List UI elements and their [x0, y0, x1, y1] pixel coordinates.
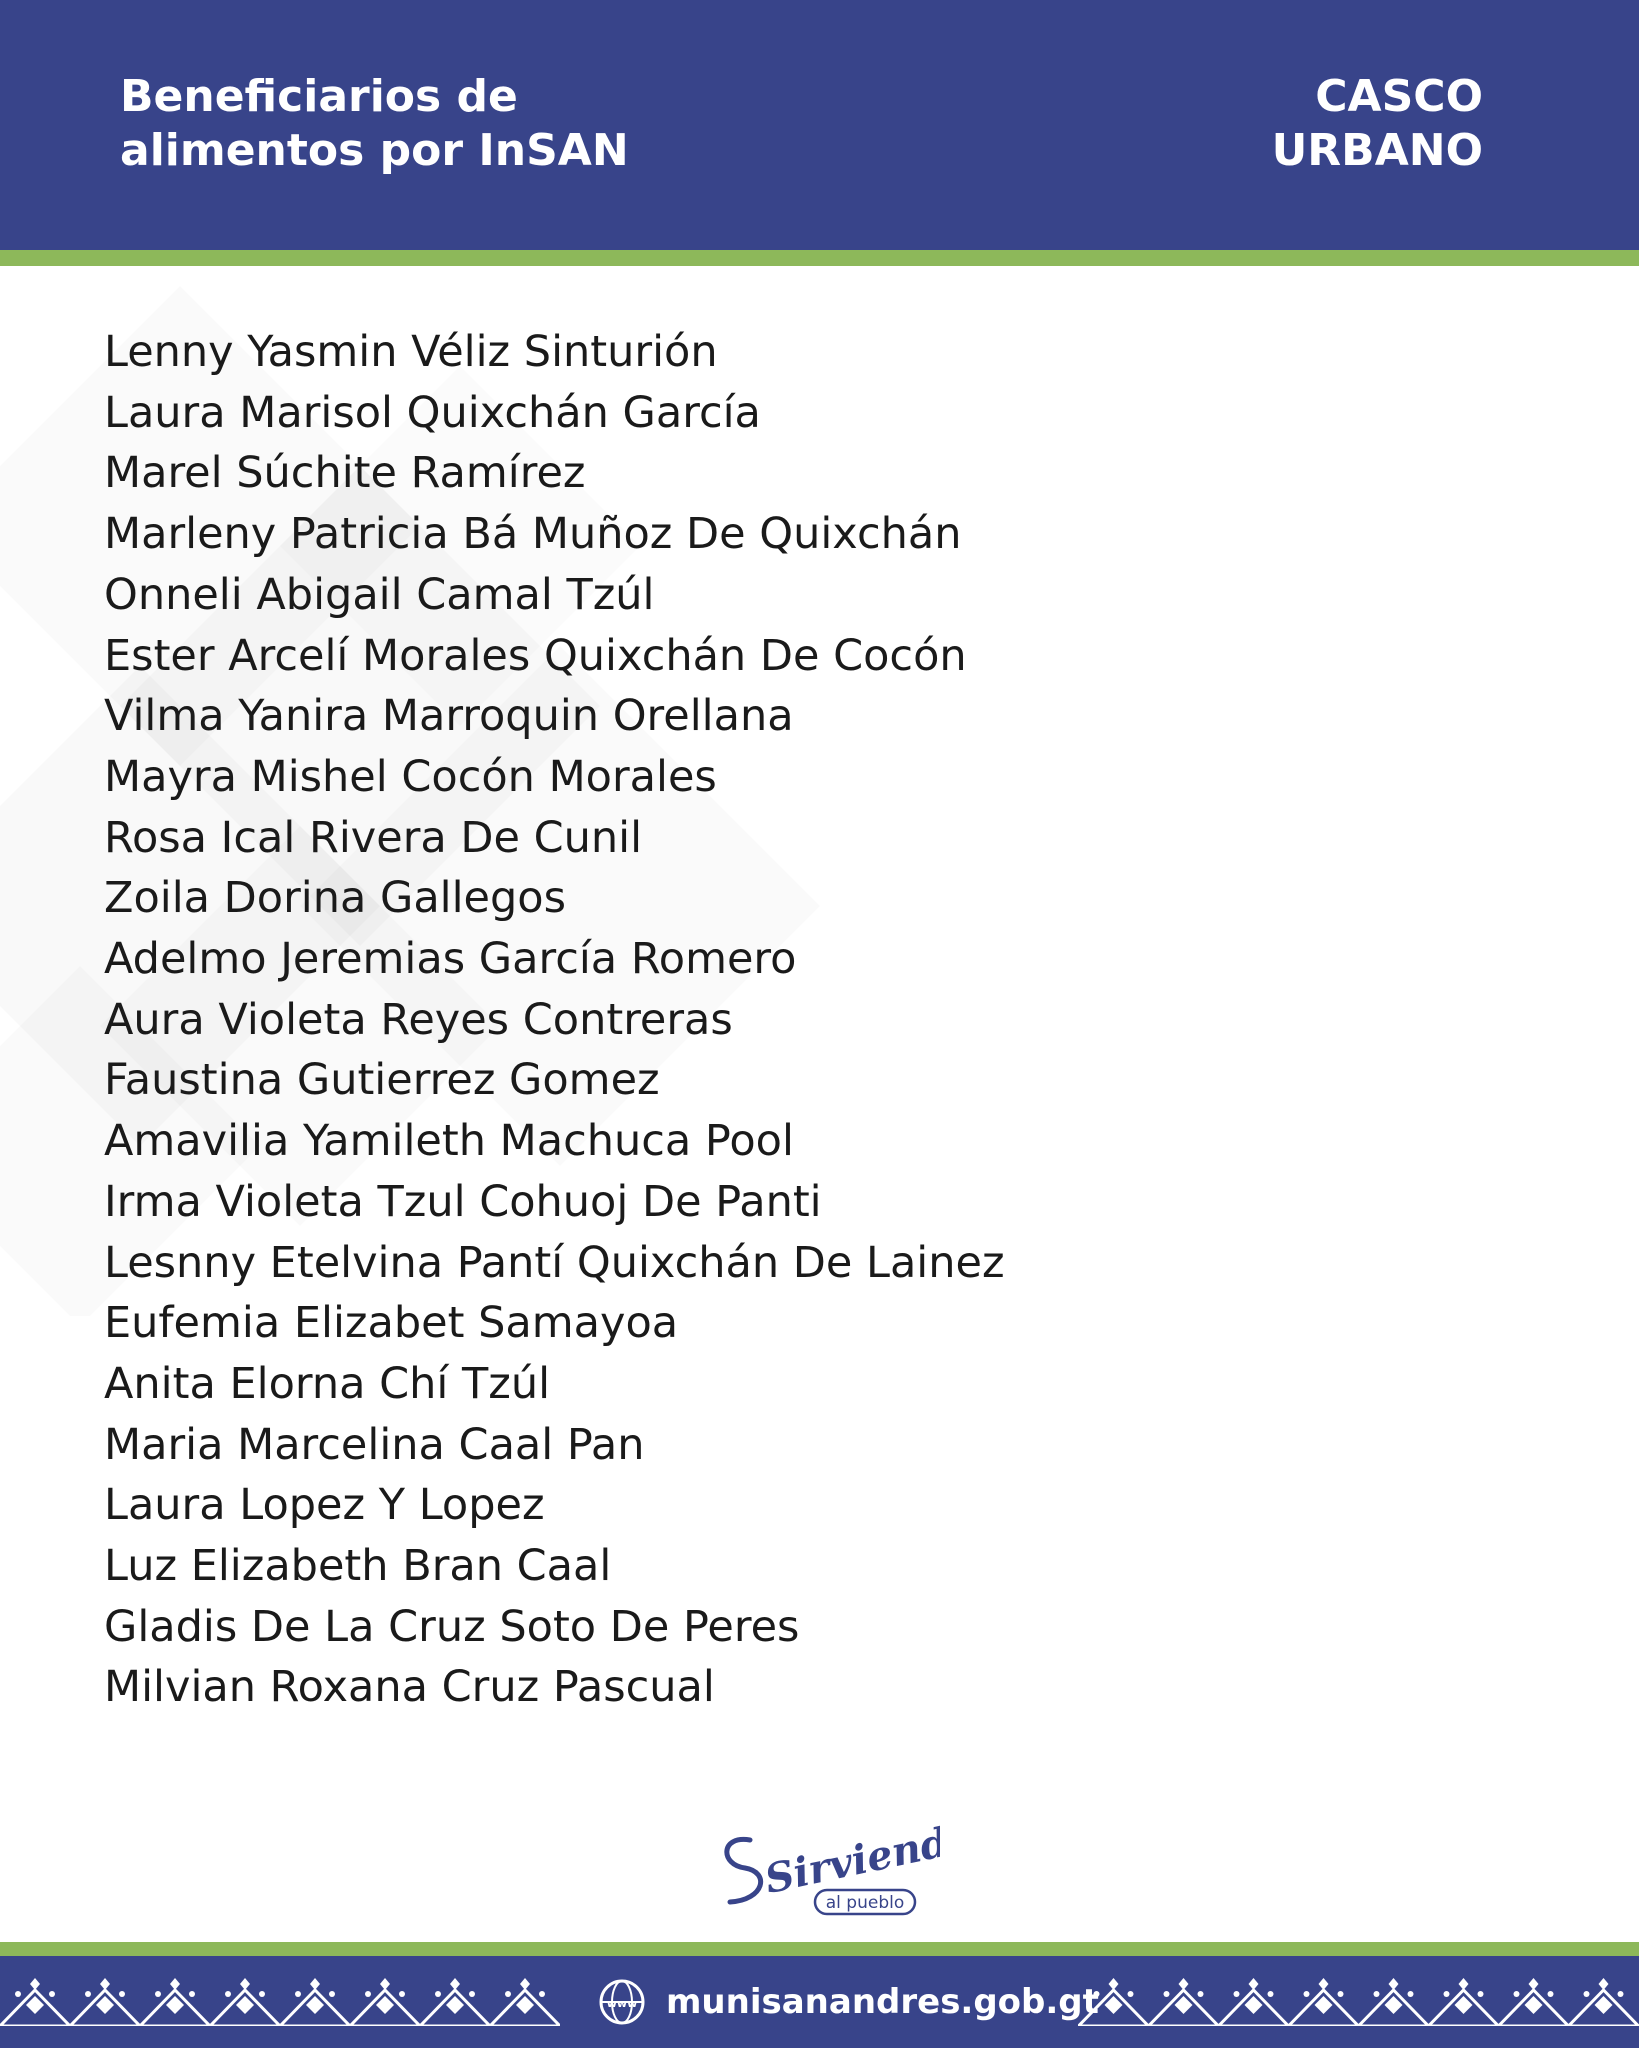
slogan-logo	[710, 1810, 940, 1920]
footer-pattern-left	[0, 1978, 560, 2026]
beneficiary-name: Laura Marisol Quixchán García	[104, 387, 761, 438]
website-url[interactable]: munisanandres.gob.gt	[666, 1982, 1099, 2022]
website-link[interactable]	[598, 1978, 1099, 2026]
beneficiary-name: Marel Súchite Ramírez	[104, 448, 586, 499]
beneficiary-name: Maria Marcelina Caal Pan	[104, 1419, 645, 1470]
beneficiary-name: Laura Lopez Y Lopez	[104, 1480, 545, 1531]
beneficiary-name: Lenny Yasmin Véliz Sinturión	[104, 327, 718, 377]
beneficiary-name: Eufemia Elizabet Samayoa	[104, 1298, 679, 1349]
beneficiary-name: Marleny Patricia Bá Muñoz De Quixchán	[104, 509, 962, 560]
beneficiary-name: Ester Arcelí Morales Quixchán De Cocón	[104, 630, 967, 681]
globe-www-label: www	[606, 1997, 638, 2010]
beneficiary-name: Gladis De La Cruz Soto De Peres	[104, 1601, 800, 1652]
beneficiary-name: Rosa Ical Rivera De Cunil	[104, 812, 643, 863]
beneficiary-name: Zoila Dorina Gallegos	[104, 873, 567, 924]
footer-accent-bar	[0, 1942, 1639, 1956]
page-title	[120, 70, 840, 178]
header-accent-bar	[0, 250, 1639, 266]
beneficiary-name: Mayra Mishel Cocón Morales	[104, 751, 717, 802]
beneficiary-name: Onneli Abigail Camal Tzúl	[104, 569, 655, 620]
beneficiary-name: Aura Violeta Reyes Contreras	[104, 994, 733, 1045]
beneficiary-name: Faustina Gutierrez Gomez	[104, 1055, 660, 1106]
beneficiary-name: Luz Elizabeth Bran Caal	[104, 1541, 612, 1592]
header-banner	[0, 0, 1639, 250]
globe-icon	[598, 1978, 646, 2026]
beneficiary-name: Irma Violeta Tzul Cohuoj De Panti	[104, 1176, 822, 1227]
beneficiary-name: Vilma Yanira Marroquin Orellana	[104, 691, 794, 742]
location-line-2: URBANO	[1271, 125, 1483, 176]
slogan-script-text: Sirviendo	[760, 1812, 940, 1904]
slogan-sub-text: al pueblo	[825, 1893, 905, 1913]
beneficiary-list	[104, 322, 1005, 1718]
beneficiary-name: Adelmo Jeremias García Romero	[104, 934, 797, 985]
title-line-2: alimentos por InSAN	[120, 125, 629, 176]
footer-pattern-right	[1078, 1978, 1639, 2026]
location-label	[1272, 70, 1483, 178]
beneficiary-name: Anita Elorna Chí Tzúl	[104, 1358, 551, 1409]
footer-banner	[0, 1956, 1639, 2048]
title-line-1: Beneficiarios de	[120, 71, 518, 122]
beneficiary-name: Milvian Roxana Cruz Pascual	[104, 1662, 715, 1713]
beneficiary-name: Amavilia Yamileth Machuca Pool	[104, 1116, 794, 1167]
beneficiary-name: Lesnny Etelvina Pantí Quixchán De Lainez	[104, 1237, 1005, 1288]
location-line-1: CASCO	[1315, 71, 1483, 122]
